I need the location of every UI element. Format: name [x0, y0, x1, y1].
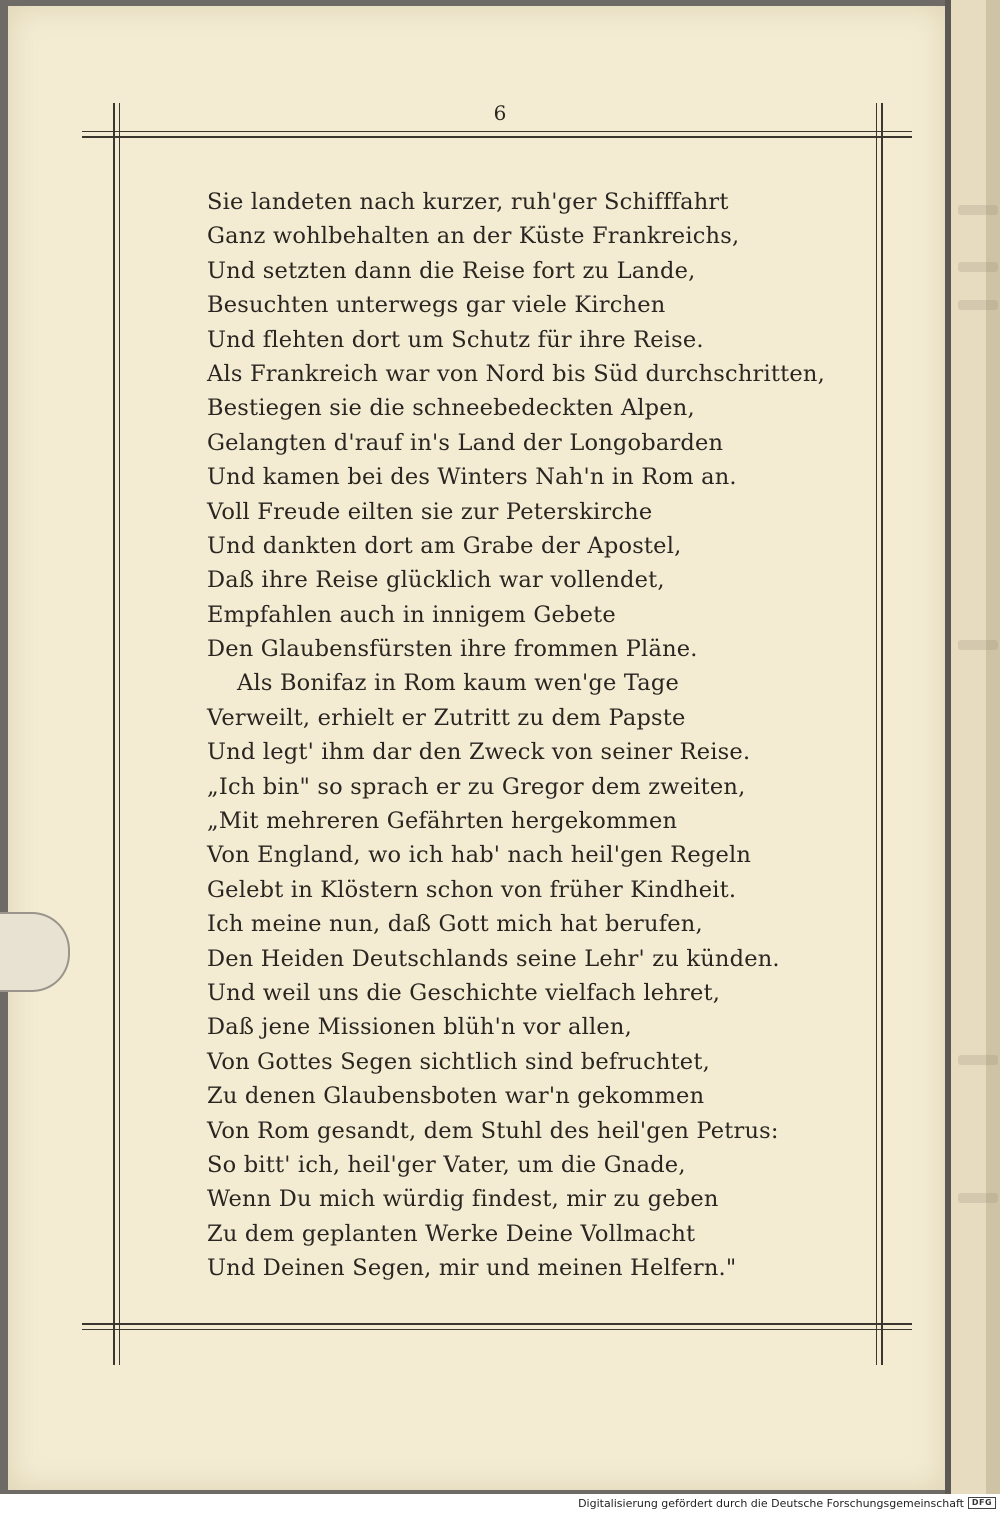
bleed-through-mark — [958, 1055, 998, 1065]
verse-line: Von England, wo ich hab' nach heil'gen Regeln — [207, 842, 752, 869]
dfg-logo: DFG — [968, 1497, 996, 1509]
verse-line: Und Deinen Segen, mir und meinen Helfern." — [207, 1255, 737, 1282]
verse-line: Ganz wohlbehalten an der Küste Frankreichs, — [207, 223, 740, 250]
funding-credit: Digitalisierung gefördert durch die Deutsche Forschungsgemeinschaft — [578, 1497, 964, 1510]
verse-line: Besuchten unterwegs gar viele Kirchen — [207, 292, 666, 319]
verse-line: Empfahlen auch in innigem Gebete — [207, 601, 616, 628]
frame-bottom-rule-thick — [82, 1323, 912, 1325]
bleed-through-mark — [958, 205, 998, 215]
verse-line: Zu dem geplanten Werke Deine Vollmacht — [207, 1220, 696, 1247]
frame-bottom-rule — [82, 1329, 912, 1330]
frame-top-rule-thick — [82, 136, 912, 138]
verse-line: Und legt' ihm dar den Zweck von seiner Reise. — [207, 739, 751, 766]
bleed-through-mark — [958, 262, 998, 272]
verse-line: Daß ihre Reise glücklich war vollendet, — [207, 567, 665, 594]
page-number: 6 — [493, 101, 507, 125]
verse-line: Von Rom gesandt, dem Stuhl des heil'gen Petrus: — [207, 1117, 779, 1144]
verse-line: Und setzten dann die Reise fort zu Lande, — [207, 257, 696, 284]
verse-line: Als Frankreich war von Nord bis Süd durchschritten, — [207, 360, 825, 387]
next-page-edge — [945, 0, 1000, 1494]
verse-line: Von Gottes Segen sichtlich sind befruchtet, — [207, 1048, 710, 1075]
page-clip-tab — [0, 912, 70, 992]
frame-left-outer — [113, 103, 115, 1365]
verse-line: Den Glaubensfürsten ihre frommen Pläne. — [207, 636, 698, 663]
verse-line: Voll Freude eilten sie zur Peterskirche — [207, 498, 653, 525]
bleed-through-mark — [958, 1193, 998, 1203]
bleed-through-mark — [958, 640, 998, 650]
book-spine — [986, 0, 1000, 1494]
verse-line: Und dankten dort am Grabe der Apostel, — [207, 532, 682, 559]
verse-line: Als Bonifaz in Rom kaum wen'ge Tage — [237, 670, 680, 697]
frame-right-inner — [876, 103, 877, 1365]
bleed-through-mark — [958, 300, 998, 310]
poem-text — [207, 185, 827, 1286]
frame-right-outer — [881, 103, 883, 1365]
verse-line: Bestiegen sie die schneebedeckten Alpen, — [207, 395, 695, 422]
frame-left-inner — [119, 103, 120, 1365]
verse-line: Und weil uns die Geschichte vielfach lehret, — [207, 979, 721, 1006]
verse-line: Sie landeten nach kurzer, ruh'ger Schifffahrt — [207, 189, 729, 215]
frame-top-rule — [82, 131, 912, 132]
verse-line: Daß jene Missionen blüh'n vor allen, — [207, 1014, 632, 1041]
verse-line: Wenn Du mich würdig findest, mir zu geben — [207, 1186, 719, 1213]
verse-line: Und kamen bei des Winters Nah'n in Rom an. — [207, 464, 737, 491]
verse-line: Zu denen Glaubensboten war'n gekommen — [207, 1083, 705, 1110]
verse-line: „Mit mehreren Gefährten hergekommen — [207, 808, 678, 835]
verse-line: Verweilt, erhielt er Zutritt zu dem Papste — [207, 704, 686, 731]
verse-line: Ich meine nun, daß Gott mich hat berufen, — [207, 911, 703, 938]
page-gutter — [945, 0, 951, 1494]
verse-line: Gelebt in Klöstern schon von früher Kindheit. — [207, 876, 737, 903]
verse-line: Gelangten d'rauf in's Land der Longobarden — [207, 429, 724, 456]
verse-line: Und flehten dort um Schutz für ihre Reise. — [207, 326, 704, 353]
verse-line: „Ich bin" so sprach er zu Gregor dem zweiten, — [207, 773, 746, 800]
verse-line: So bitt' ich, heil'ger Vater, um die Gnade, — [207, 1151, 686, 1178]
verse-line: Den Heiden Deutschlands seine Lehr' zu künden. — [207, 945, 780, 972]
